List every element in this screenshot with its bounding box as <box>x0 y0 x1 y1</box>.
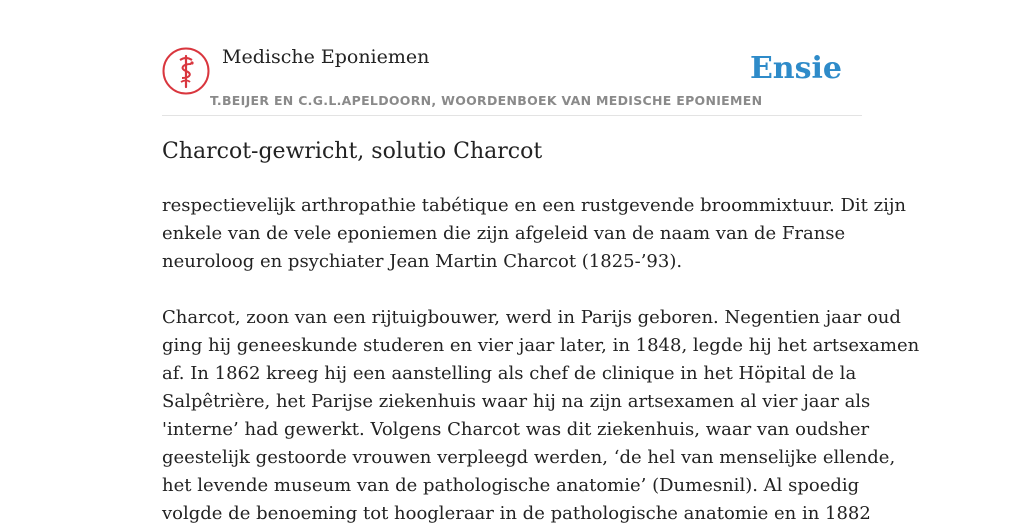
text-line: af. In 1862 kreeg hij een aanstelling als chef de clinique in het Höpital de la <box>162 363 857 384</box>
source-title[interactable]: Medische Eponiemen <box>222 46 430 68</box>
text-line: Salpêtrière, het Parijse ziekenhuis waar hij na zijn artsexamen al vier jaar als <box>162 391 871 412</box>
article-paragraph <box>162 192 907 276</box>
text-line: neuroloog en psychiater Jean Martin Charcot (1825-’93). <box>162 251 683 272</box>
text-line: ging hij geneeskunde studeren en vier jaar later, in 1848, legde hij het artsexamen <box>162 335 920 356</box>
paragraph-gap <box>162 276 862 304</box>
article-title: Charcot-gewricht, solutio Charcot <box>162 139 543 164</box>
article-paragraph <box>162 304 920 528</box>
brand-logo[interactable]: Ensie <box>749 51 842 86</box>
text-line: enkele van de vele eponiemen die zijn afgeleid van de naam van de Franse <box>162 223 846 244</box>
source-subtitle[interactable]: T.BEIJER EN C.G.L.APELDOORN, WOORDENBOEK VAN MEDISCHE EPONIEMEN <box>210 93 763 108</box>
text-line: volgde de benoeming tot hoogleraar in de pathologische anatomie en in 1882 <box>162 503 871 524</box>
caduceus-icon[interactable] <box>162 47 210 95</box>
text-line: het levende museum van de pathologische anatomie’ (Dumesnil). Al spoedig <box>162 475 860 496</box>
text-line: 'interne’ had gewerkt. Volgens Charcot was dit ziekenhuis, waar van oudsher <box>162 419 870 440</box>
text-line: respectievelijk arthropathie tabétique en een rustgevende broommixtuur. Dit zijn <box>162 195 907 216</box>
article-body <box>162 192 920 528</box>
text-line: Charcot, zoon van een rijtuigbouwer, werd in Parijs geboren. Negentien jaar oud <box>162 307 901 328</box>
source-header <box>162 46 862 116</box>
header-divider <box>162 115 862 116</box>
text-line: geestelijk gestoorde vrouwen verpleegd werden, ‘de hel van menselijke ellende, <box>162 447 896 468</box>
